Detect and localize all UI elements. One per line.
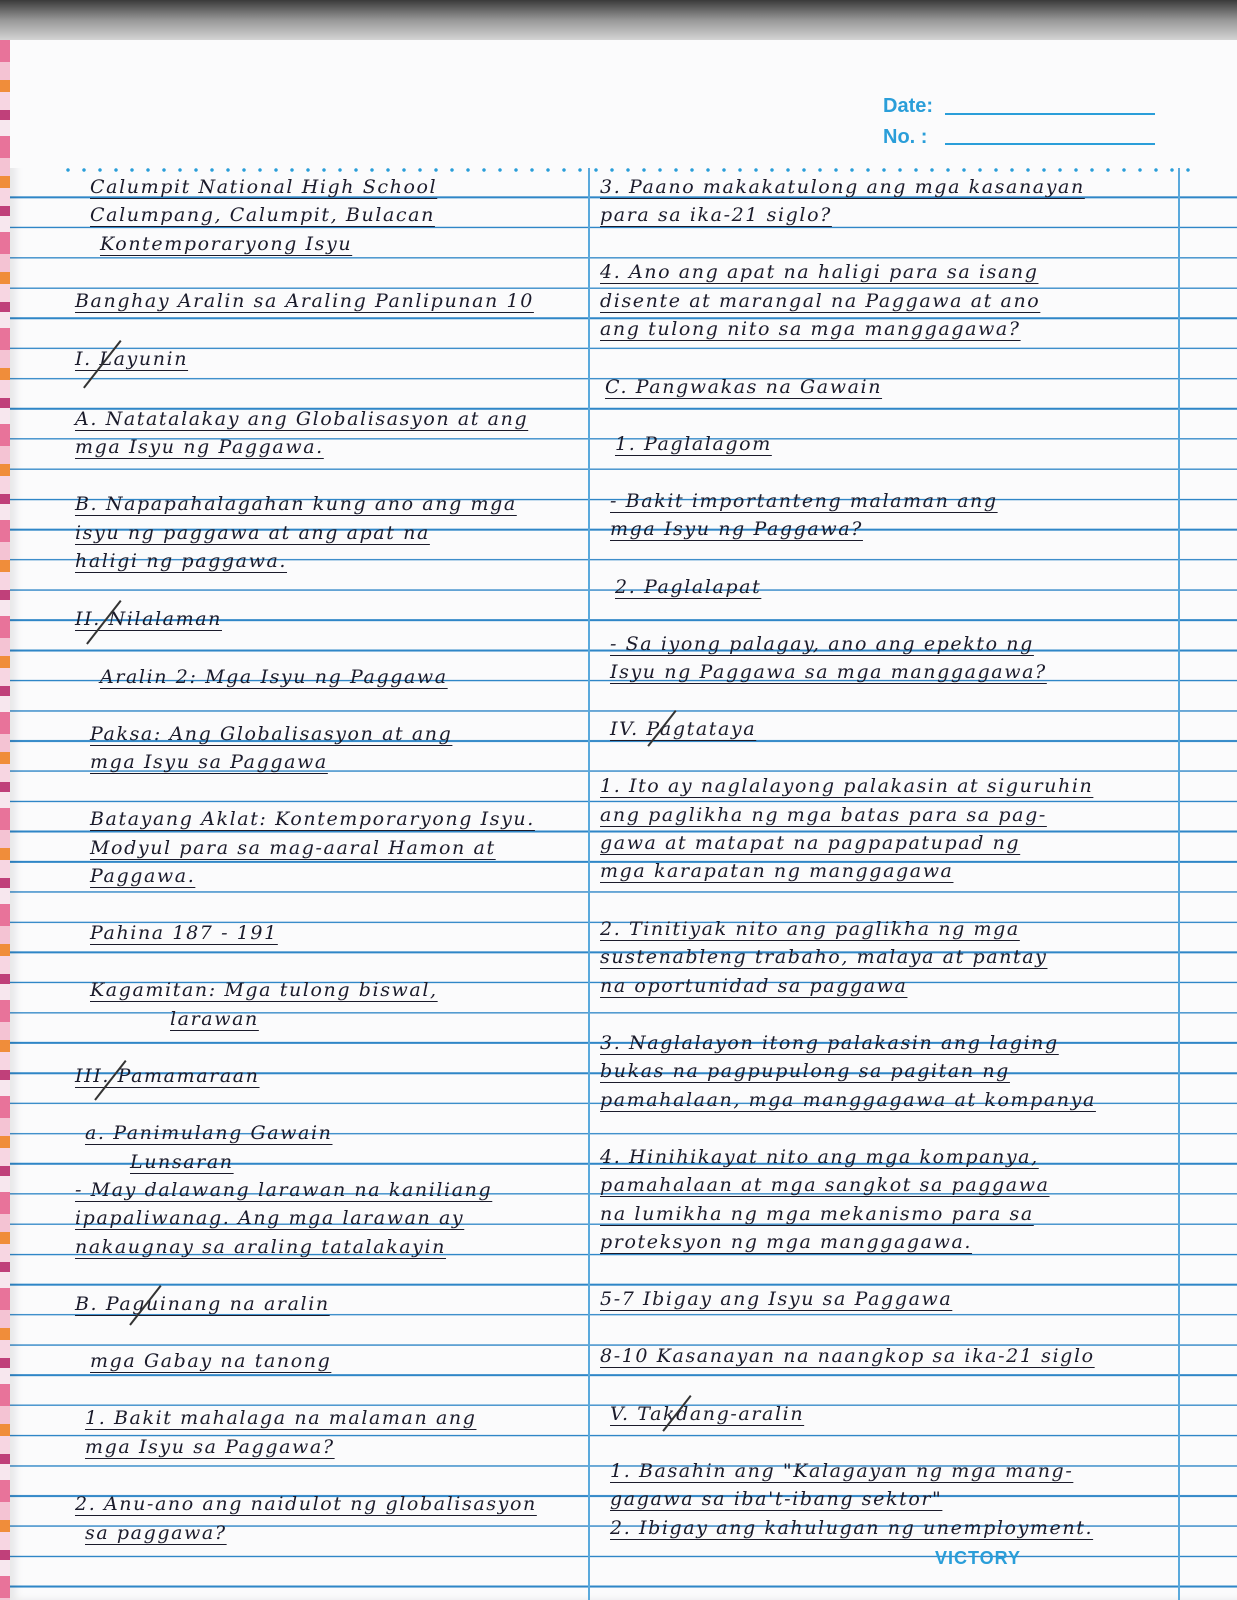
date-label: Date: bbox=[883, 95, 934, 117]
closing-activity: C. Pangwakas na Gawain bbox=[605, 376, 883, 398]
question-1-line-2: mga Isyu sa Paggawa? bbox=[85, 1436, 335, 1458]
no-line bbox=[945, 143, 1155, 145]
topic-line-1: Paksa: Ang Globalisasyon at ang bbox=[90, 723, 453, 745]
materials-line-1: Kagamitan: Mga tulong biswal, bbox=[90, 979, 438, 1001]
notebook-brand-logo: VICTORY bbox=[935, 1548, 1022, 1568]
section-evaluation: IV. Pagtataya bbox=[610, 718, 757, 740]
activity-a-desc-1: - May dalawang larawan na kaniliang bbox=[75, 1179, 493, 1201]
textbook-line-3: Paggawa. bbox=[90, 865, 196, 887]
school-address: Calumpang, Calumpit, Bulacan bbox=[90, 204, 435, 226]
assignment-1-line-1: 1. Basahin ang "Kalagayan ng mga mang- bbox=[610, 1460, 1074, 1482]
activity-a: a. Panimulang Gawain bbox=[85, 1122, 333, 1144]
question-2-line-1: 2. Anu-ano ang naidulot ng globalisasyon bbox=[75, 1493, 537, 1515]
question-3-line-2: para sa ika-21 siglo? bbox=[600, 204, 832, 226]
objective-b-line-1: B. Napapahalagahan kung ano ang mga bbox=[75, 493, 517, 515]
eval-3-line-2: bukas na pagpupulong sa pagitan ng bbox=[600, 1060, 1010, 1082]
eval-2-line-2: sustenableng trabaho, malaya at pantay bbox=[600, 946, 1048, 968]
lesson-number: Aralin 2: Mga Isyu ng Paggawa bbox=[100, 666, 448, 688]
eval-2-line-3: na oportunidad sa paggawa bbox=[600, 975, 908, 997]
activity-a-sub: Lunsaran bbox=[130, 1151, 234, 1173]
objective-b-line-3: haligi ng paggawa. bbox=[75, 550, 288, 572]
textbook-line-1: Batayang Aklat: Kontemporaryong Isyu. bbox=[90, 808, 535, 830]
eval-4-line-1: 4. Hinihikayat nito ang mga kompanya, bbox=[600, 1146, 1039, 1168]
section-objectives: I. Layunin bbox=[75, 348, 189, 370]
eval-3-line-3: pamahalaan, mga manggagawa at kompanya bbox=[600, 1089, 1096, 1111]
notebook-page bbox=[10, 40, 1237, 1600]
eval-4-line-2: pamahalaan at mga sangkot sa paggawa bbox=[600, 1174, 1050, 1196]
application-question-2: Isyu ng Paggawa sa mga manggagawa? bbox=[610, 661, 1047, 683]
materials-line-2: larawan bbox=[170, 1008, 259, 1030]
topic-line-2: mga Isyu sa Paggawa bbox=[90, 751, 328, 773]
question-1-line-1: 1. Bakit mahalaga na malaman ang bbox=[85, 1407, 477, 1429]
question-4-line-1: 4. Ano ang apat na haligi para sa isang bbox=[600, 261, 1039, 283]
guide-questions: mga Gabay na tanong bbox=[90, 1350, 332, 1372]
date-line bbox=[945, 113, 1155, 115]
textbook-line-2: Modyul para sa mag-aaral Hamon at bbox=[90, 837, 496, 859]
lesson-plan-title: Banghay Aralin sa Araling Panlipunan 10 bbox=[75, 290, 534, 312]
question-4-line-2: disente at marangal na Paggawa at ano bbox=[600, 290, 1041, 312]
school-name: Calumpit National High School bbox=[90, 176, 438, 198]
objective-a-line-2: mga Isyu ng Paggawa. bbox=[75, 436, 324, 458]
subject-title: Kontemporaryong Isyu bbox=[100, 233, 353, 255]
activity-a-desc-3: nakaugnay sa araling tatalakayin bbox=[75, 1236, 447, 1258]
application-question-1: - Sa iyong palagay, ano ang epekto ng bbox=[610, 633, 1034, 655]
objective-b-line-2: isyu ng paggawa at ang apat na bbox=[75, 522, 430, 544]
summary-question-1: - Bakit importanteng malaman ang bbox=[610, 490, 998, 512]
eval-1-line-2: ang paglikha ng mga batas para sa pag- bbox=[600, 804, 1047, 826]
question-4-line-3: ang tulong nito sa mga manggagawa? bbox=[600, 318, 1021, 340]
summary-question-2: mga Isyu ng Paggawa? bbox=[610, 518, 863, 540]
question-2-line-2: sa paggawa? bbox=[85, 1522, 227, 1544]
eval-4-line-4: proteksyon ng mga manggagawa. bbox=[600, 1231, 973, 1253]
eval-1-line-4: mga karapatan ng manggagawa bbox=[600, 860, 954, 882]
eval-8-10: 8-10 Kasanayan na naangkop sa ika-21 siglo bbox=[600, 1345, 1095, 1367]
section-assignment: V. Takdang-aralin bbox=[610, 1403, 805, 1425]
eval-2-line-1: 2. Tinitiyak nito ang paglikha ng mga bbox=[600, 918, 1020, 940]
eval-5-7: 5-7 Ibigay ang Isyu sa Paggawa bbox=[600, 1288, 953, 1310]
assignment-1-line-2: gagawa sa iba't-ibang sektor" bbox=[610, 1488, 943, 1510]
assignment-2: 2. Ibigay ang kahulugan ng unemployment. bbox=[610, 1517, 1094, 1539]
eval-1-line-1: 1. Ito ay naglalayong palakasin at siguruhin bbox=[600, 775, 1094, 797]
eval-1-line-3: gawa at matapat na pagpapatupad ng bbox=[600, 832, 1021, 854]
section-content: II. Nilalaman bbox=[75, 608, 222, 630]
activity-b: B. Paguinang na aralin bbox=[75, 1293, 330, 1315]
activity-a-desc-2: ipapaliwanag. Ang mga larawan ay bbox=[75, 1207, 465, 1229]
right-margin-line bbox=[1178, 168, 1180, 1600]
section-procedure: III. Pamamaraan bbox=[75, 1065, 260, 1087]
pages: Pahina 187 - 191 bbox=[90, 922, 278, 944]
objective-a-line-1: A. Natatalakay ang Globalisasyon at ang bbox=[75, 408, 529, 430]
top-dotted-rule bbox=[60, 168, 1190, 172]
eval-4-line-3: na lumikha ng mga mekanismo para sa bbox=[600, 1203, 1034, 1225]
center-margin-line bbox=[588, 168, 590, 1600]
no-label: No. : bbox=[883, 126, 928, 148]
page-header-area bbox=[10, 40, 1237, 168]
application-label: 2. Paglalapat bbox=[615, 576, 762, 598]
summary-label: 1. Paglalagom bbox=[615, 433, 772, 455]
eval-3-line-1: 3. Naglalayon itong palakasin ang laging bbox=[600, 1032, 1059, 1054]
question-3-line-1: 3. Paano makakatulong ang mga kasanayan bbox=[600, 176, 1085, 198]
